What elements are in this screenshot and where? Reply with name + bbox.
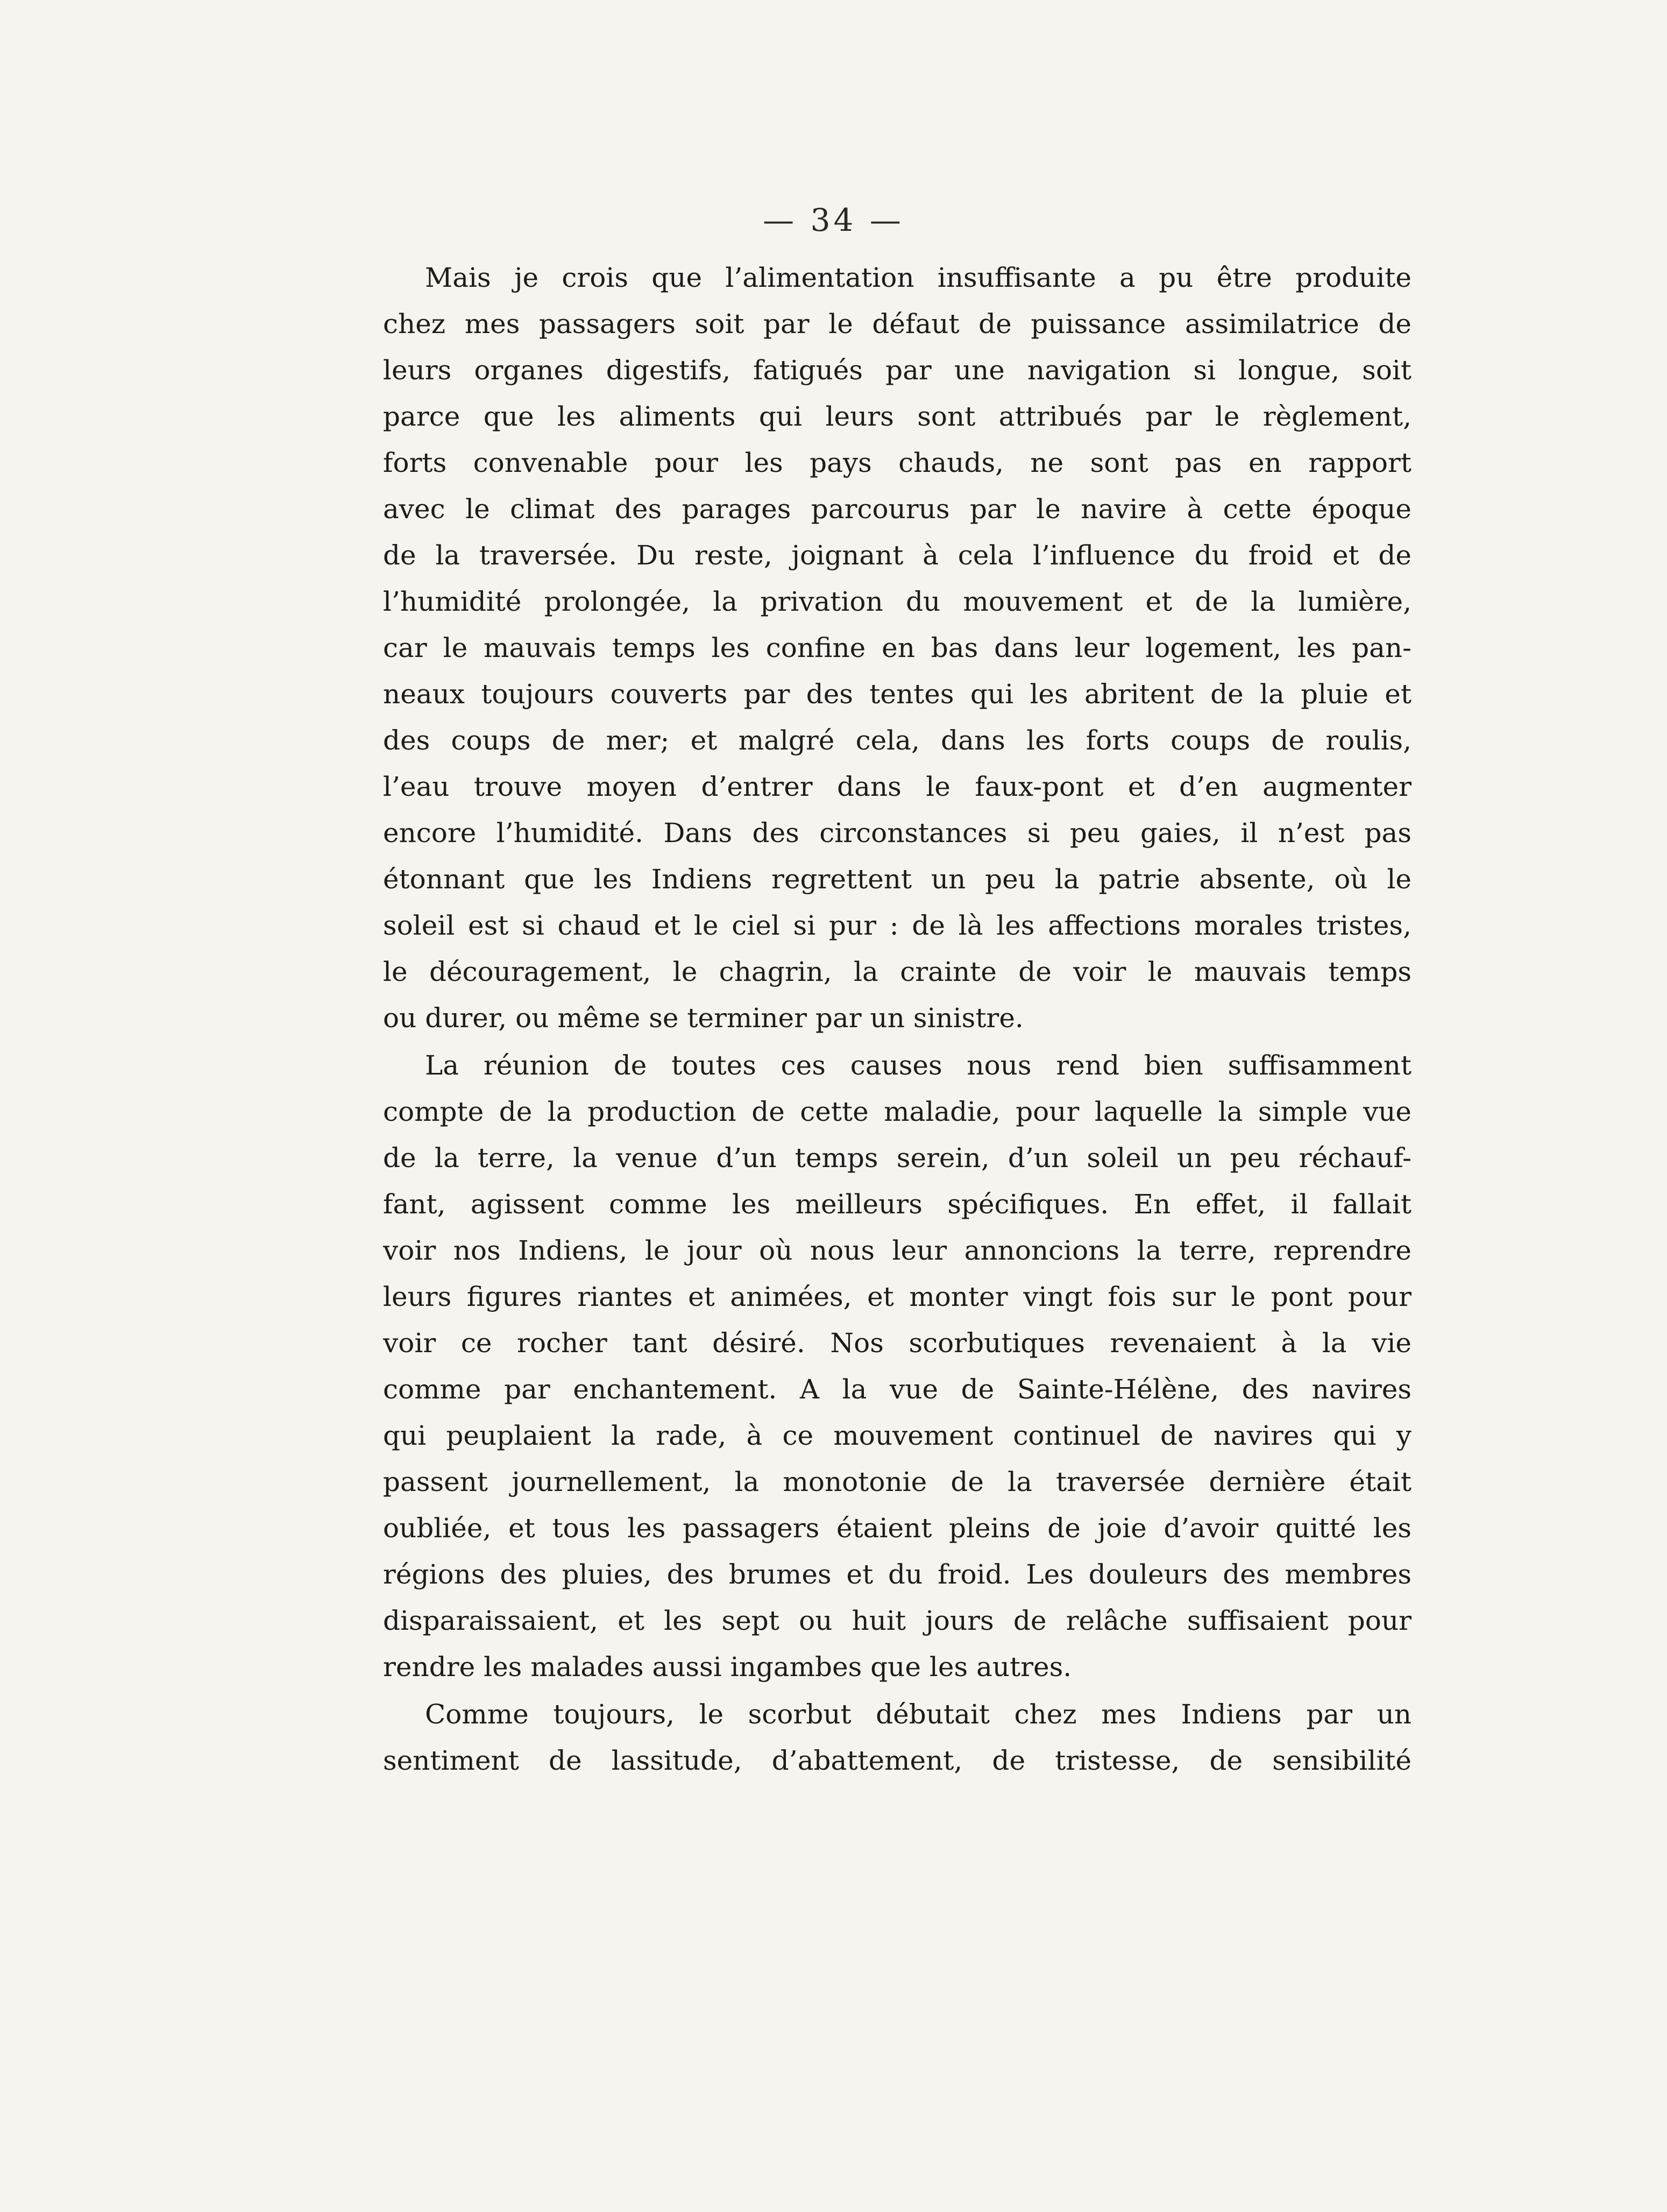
text-line: rendre les malades aussi ingambes que les autres. — [383, 1651, 1072, 1683]
text-line: neaux toujours couverts par des tentes qui les abritent de la pluie et — [383, 679, 1411, 710]
text-line: Mais je crois que l’alimentation insuffisante a pu être produite — [425, 262, 1411, 293]
text-line: passent journellement, la monotonie de la traversée dernière était — [383, 1466, 1411, 1497]
text-line: La réunion de toutes ces causes nous rend bien suffisamment — [425, 1050, 1411, 1081]
text-line: leurs figures riantes et animées, et monter vingt fois sur le pont pour — [383, 1281, 1411, 1312]
text-line: régions des pluies, des brumes et du froid. Les douleurs des membres — [383, 1559, 1411, 1590]
text-line: fant, agissent comme les meilleurs spécifiques. En effet, il fallait — [383, 1189, 1411, 1220]
text-line: compte de la production de cette maladie, pour laquelle la simple vue — [383, 1096, 1411, 1127]
text-line: étonnant que les Indiens regrettent un peu la patrie absente, où le — [383, 864, 1411, 895]
text-line: sentiment de lassitude, d’abattement, de tristesse, de sensibilité — [383, 1745, 1411, 1776]
text-line: le découragement, le chagrin, la crainte de voir le mauvais temps — [383, 956, 1411, 987]
text-line: qui peuplaient la rade, à ce mouvement continuel de navires qui y — [383, 1420, 1411, 1451]
page-number: — 34 — — [763, 202, 904, 238]
text-line: comme par enchantement. A la vue de Sainte-Hélène, des navires — [383, 1374, 1411, 1405]
text-line: car le mauvais temps les confine en bas dans leur logement, les pan- — [383, 632, 1411, 663]
text-line: ou durer, ou même se terminer par un sinistre. — [383, 1002, 1024, 1034]
text-line: des coups de mer; et malgré cela, dans les forts coups de roulis, — [383, 725, 1411, 756]
text-line: voir nos Indiens, le jour où nous leur annoncions la terre, reprendre — [383, 1235, 1411, 1266]
text-line: avec le climat des parages parcourus par le navire à cette époque — [383, 493, 1411, 525]
text-line: forts convenable pour les pays chauds, ne sont pas en rapport — [383, 447, 1411, 478]
text-line: soleil est si chaud et le ciel si pur : de là les affections morales tristes, — [383, 910, 1411, 941]
text-line: disparaissaient, et les sept ou huit jours de relâche suffisaient pour — [383, 1605, 1411, 1636]
text-line: de la traversée. Du reste, joignant à cela l’influence du froid et de — [383, 540, 1411, 571]
text-line: encore l’humidité. Dans des circonstances si peu gaies, il n’est pas — [383, 817, 1411, 849]
text-line: parce que les aliments qui leurs sont attribués par le règlement, — [383, 401, 1411, 432]
text-line: l’eau trouve moyen d’entrer dans le faux-pont et d’en augmenter — [383, 771, 1411, 802]
text-line: leurs organes digestifs, fatigués par une navigation si longue, soit — [383, 355, 1411, 386]
text-line: chez mes passagers soit par le défaut de puissance assimilatrice de — [383, 308, 1411, 340]
text-line: oubliée, et tous les passagers étaient pleins de joie d’avoir quitté les — [383, 1513, 1411, 1544]
text-line: l’humidité prolongée, la privation du mouvement et de la lumière, — [383, 586, 1411, 617]
text-line: voir ce rocher tant désiré. Nos scorbutiques revenaient à la vie — [383, 1327, 1411, 1359]
text-line: de la terre, la venue d’un temps serein, d’un soleil un peu réchauf- — [383, 1142, 1411, 1174]
text-line: Comme toujours, le scorbut débutait chez mes Indiens par un — [425, 1699, 1411, 1730]
